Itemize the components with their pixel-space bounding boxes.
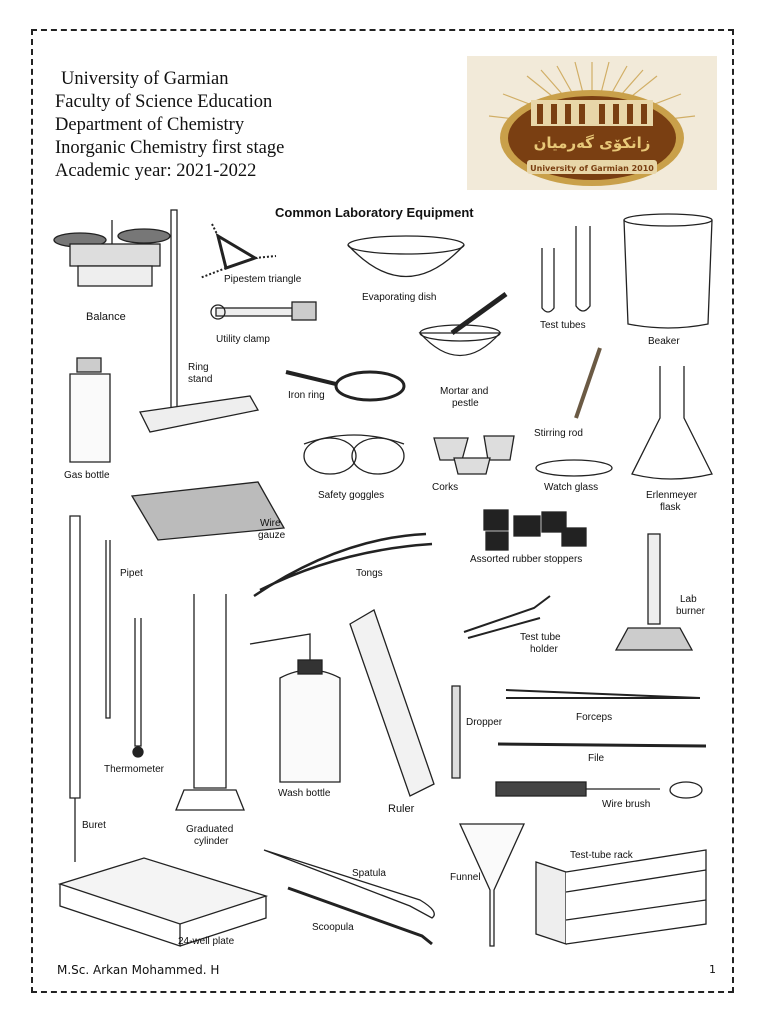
label-thermometer: Thermometer	[104, 764, 165, 775]
erlenmeyer-flask-drawing	[632, 366, 712, 479]
label-balance: Balance	[86, 311, 126, 323]
spatula-drawing	[264, 850, 434, 918]
thermometer-drawing	[133, 618, 143, 757]
label-corks: Corks	[432, 482, 459, 493]
label-beaker: Beaker	[648, 336, 680, 347]
label-rubber-stoppers: Assorted rubber stoppers	[470, 554, 583, 565]
figure-title: Common Laboratory Equipment	[275, 205, 474, 220]
label-ring-stand-2: stand	[188, 374, 213, 385]
label-buret: Buret	[82, 820, 106, 831]
label-wash-bottle: Wash bottle	[278, 788, 331, 799]
test-tube-rack-drawing	[536, 850, 706, 944]
label-wire-gauze-1: Wire	[260, 518, 281, 529]
university-logo	[467, 56, 717, 190]
well-plate-drawing	[60, 858, 266, 946]
label-spatula: Spatula	[352, 868, 386, 879]
label-watch-glass: Watch glass	[544, 482, 599, 493]
label-dropper: Dropper	[466, 717, 503, 728]
mortar-pestle-drawing	[420, 294, 506, 356]
label-mortar-pestle-2: pestle	[452, 398, 479, 409]
label-safety-goggles: Safety goggles	[318, 490, 385, 501]
label-pipestem-triangle: Pipestem triangle	[224, 274, 302, 285]
label-graduated-cylinder-2: cylinder	[194, 836, 229, 847]
header-university: University of Garmian	[61, 69, 229, 89]
header-faculty: Faculty of Science Education	[55, 92, 273, 112]
label-test-tube-holder-2: holder	[530, 644, 558, 655]
label-erlenmeyer-flask-2: flask	[660, 502, 681, 513]
svg-text:زانكۆی گەرمیان: زانكۆی گەرمیان	[533, 134, 651, 152]
forceps-drawing	[506, 690, 700, 698]
file-drawing	[498, 744, 706, 746]
utility-clamp-drawing	[211, 302, 316, 320]
label-gas-bottle: Gas bottle	[64, 470, 110, 481]
corks-drawing	[434, 436, 514, 474]
document-header	[55, 68, 284, 183]
tongs-drawing	[254, 534, 432, 596]
stirring-rod-drawing	[576, 348, 600, 418]
rubber-stoppers-drawing	[484, 510, 586, 550]
label-wire-brush: Wire brush	[602, 799, 651, 810]
balance-drawing	[54, 220, 170, 286]
label-file: File	[588, 753, 605, 764]
label-test-tube-rack: Test-tube rack	[570, 850, 633, 861]
buret-drawing	[70, 516, 80, 862]
label-utility-clamp: Utility clamp	[216, 334, 270, 345]
label-lab-burner-2: burner	[676, 606, 705, 617]
gas-bottle-drawing	[70, 358, 110, 462]
watch-glass-drawing	[536, 460, 612, 476]
ring-stand-drawing	[140, 210, 258, 432]
pipet-drawing	[106, 540, 110, 718]
header-course: Inorganic Chemistry first stage	[55, 138, 285, 158]
funnel-drawing	[460, 824, 524, 946]
label-erlenmeyer-flask-1: Erlenmeyer	[646, 490, 698, 501]
graduated-cylinder-drawing	[176, 594, 244, 810]
footer-author: M.Sc. Arkan Mohammed. H	[57, 963, 220, 977]
svg-text:University of Garmian 2010: University of Garmian 2010	[530, 164, 654, 173]
label-iron-ring: Iron ring	[288, 390, 325, 401]
label-24-well-plate: 24-well plate	[178, 936, 235, 947]
page-number: 1	[709, 963, 716, 976]
test-tubes-drawing	[542, 226, 590, 312]
label-scoopula: Scoopula	[312, 922, 354, 933]
lab-equipment-illustration	[40, 198, 728, 958]
label-tongs: Tongs	[356, 568, 383, 579]
label-pipet: Pipet	[120, 568, 143, 579]
lab-burner-drawing	[616, 534, 692, 650]
ruler-drawing	[350, 610, 434, 796]
label-test-tubes: Test tubes	[540, 320, 586, 331]
label-graduated-cylinder-1: Graduated	[186, 824, 234, 835]
pipestem-triangle-drawing	[200, 224, 276, 278]
label-funnel: Funnel	[450, 872, 481, 883]
wire-brush-drawing	[496, 782, 702, 798]
dropper-drawing	[452, 686, 460, 778]
label-mortar-pestle-1: Mortar and	[440, 386, 489, 397]
evaporating-dish-drawing	[348, 236, 464, 277]
label-ruler: Ruler	[388, 803, 415, 815]
safety-goggles-drawing	[304, 435, 404, 474]
header-department: Department of Chemistry	[55, 115, 245, 135]
label-evaporating-dish: Evaporating dish	[362, 292, 437, 303]
header-academic-year: Academic year: 2021-2022	[55, 161, 257, 181]
label-wire-gauze-2: gauze	[258, 530, 286, 541]
label-forceps: Forceps	[576, 712, 613, 723]
wash-bottle-drawing	[250, 634, 340, 782]
label-stirring-rod: Stirring rod	[534, 428, 583, 439]
label-lab-burner-1: Lab	[680, 594, 697, 605]
beaker-drawing	[624, 214, 712, 328]
label-ring-stand-1: Ring	[188, 362, 209, 373]
label-test-tube-holder-1: Test tube	[520, 632, 561, 643]
